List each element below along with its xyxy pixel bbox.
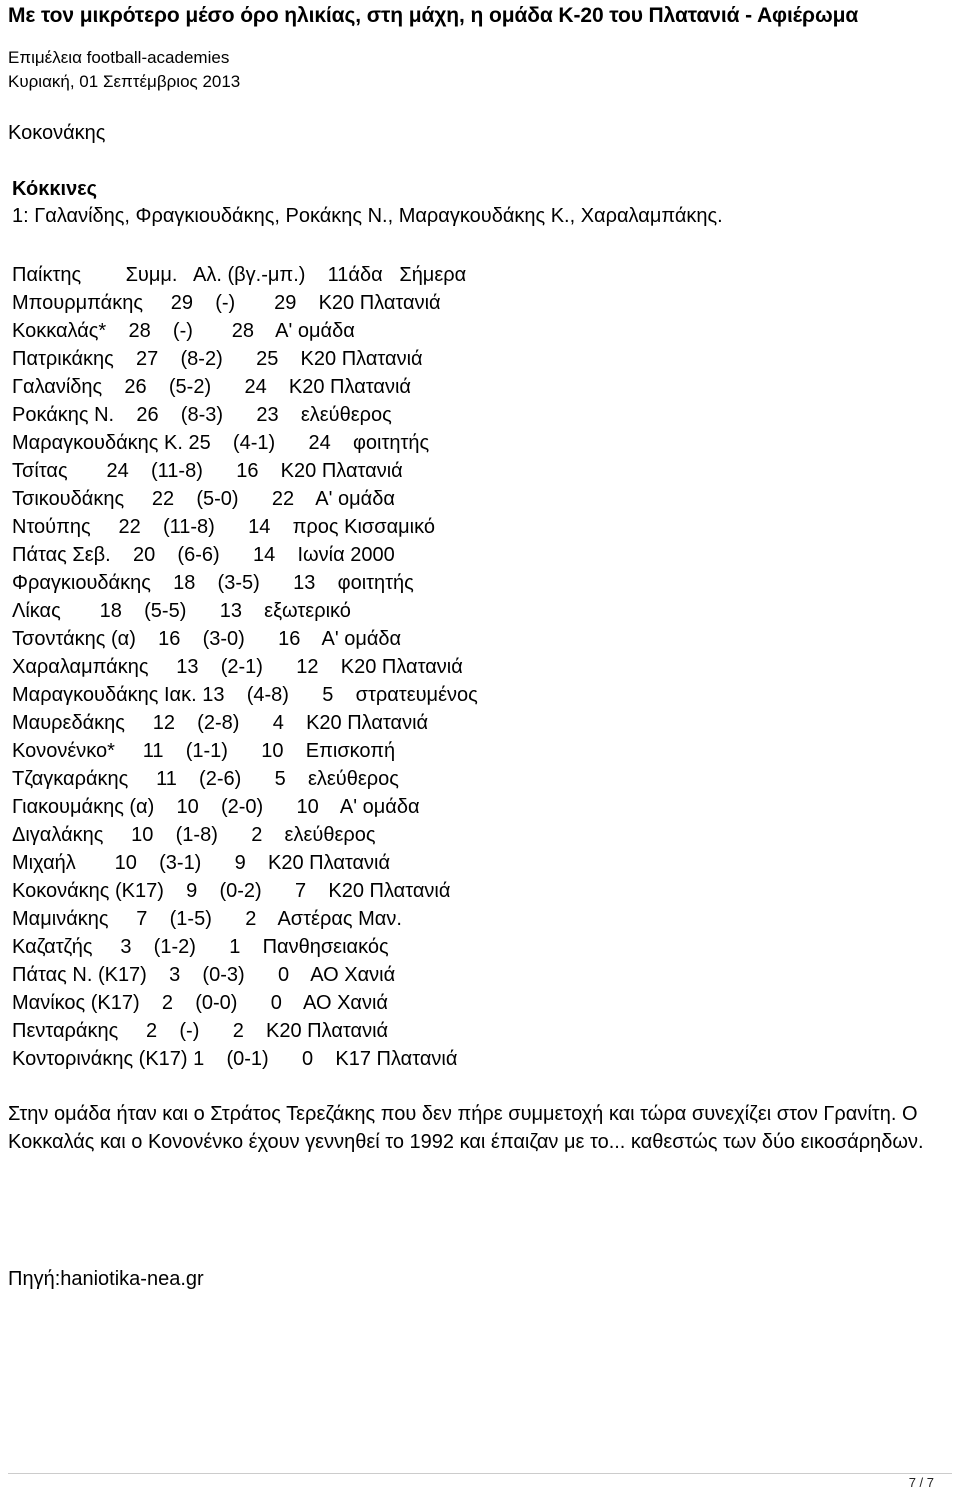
closing-note: Στην ομάδα ήταν και ο Στράτος Τερεζάκης που δεν πήρε συμμετοχή και τώρα συνεχίζει στον Γρανίτη. Ο Κοκκαλάς και ο Κονονένκο έχουν γεννηθεί το 1992 και έπαιζαν με το... καθεστώς των δύο εικοσάρηδων. xyxy=(8,1103,924,1153)
table-row: Λίκας 18 (5-5) 13 εξωτερικό xyxy=(12,600,351,622)
table-row: Πατρικάκης 27 (8-2) 25 Κ20 Πλατανιά xyxy=(12,348,423,370)
table-row: Μαυρεδάκης 12 (2-8) 4 Κ20 Πλατανιά xyxy=(12,712,429,734)
table-row: Τσικουδάκης 22 (5-0) 22 Α' ομάδα xyxy=(12,488,395,510)
table-row: Γαλανίδης 26 (5-2) 24 Κ20 Πλατανιά xyxy=(12,376,411,398)
source-link[interactable]: Πηγή:haniotika-nea.gr xyxy=(8,1268,204,1290)
author: Κοκονάκης xyxy=(8,122,106,144)
table-row: Χαραλαμπάκης 13 (2-1) 12 Κ20 Πλατανιά xyxy=(12,656,463,678)
table-row: Μαμινάκης 7 (1-5) 2 Αστέρας Μαν. xyxy=(12,908,402,930)
table-row: Ντούπης 22 (11-8) 14 προς Κισσαμικό xyxy=(12,516,435,538)
table-row: Γιακουμάκης (α) 10 (2-0) 10 Α' ομάδα xyxy=(12,796,420,818)
table-row: Τσίτας 24 (11-8) 16 Κ20 Πλατανιά xyxy=(12,460,403,482)
page-number: 7 / 7 xyxy=(908,1475,934,1490)
table-row: Κοκονάκης (Κ17) 9 (0-2) 7 Κ20 Πλατανιά xyxy=(12,880,451,902)
table-row: Μιχαήλ 10 (3-1) 9 Κ20 Πλατανιά xyxy=(12,852,391,874)
team-heading: Κόκκινες xyxy=(12,178,98,200)
page-title: Με τον μικρότερο μέσο όρο ηλικίας, στη μάχη, η ομάδα Κ-20 του Πλατανιά - Αφιέρωμα xyxy=(8,4,859,27)
player-stats-table xyxy=(12,261,478,1073)
table-row: Διγαλάκης 10 (1-8) 2 ελεύθερος xyxy=(12,824,376,846)
table-row: Κοκκαλάς* 28 (-) 28 Α' ομάδα xyxy=(12,320,355,342)
table-row: Φραγκιουδάκης 18 (3-5) 13 φοιτητής xyxy=(12,572,414,594)
scorers-line: 1: Γαλανίδης, Φραγκιουδάκης, Ροκάκης Ν., Μαραγκουδάκης Κ., Χαραλαμπάκης. xyxy=(12,205,723,227)
table-row: Μανίκος (Κ17) 2 (0-0) 0 ΑΟ Χανιά xyxy=(12,992,388,1014)
table-row: Ροκάκης Ν. 26 (8-3) 23 ελεύθερος xyxy=(12,404,392,426)
table-row: Τσοντάκης (α) 16 (3-0) 16 Α' ομάδα xyxy=(12,628,402,650)
table-row: Πενταράκης 2 (-) 2 Κ20 Πλατανιά xyxy=(12,1020,389,1042)
table-row: Πάτας Ν. (Κ17) 3 (0-3) 0 ΑΟ Χανιά xyxy=(12,964,396,986)
table-row: Καζατζής 3 (1-2) 1 Πανθησειακός xyxy=(12,936,389,958)
table-row: Πάτας Σεβ. 20 (6-6) 14 Ιωνία 2000 xyxy=(12,544,395,566)
table-row: Κοντορινάκης (Κ17) 1 (0-1) 0 Κ17 Πλατανιά xyxy=(12,1048,458,1070)
table-row: Μαραγκουδάκης Κ. 25 (4-1) 24 φοιτητής xyxy=(12,432,430,454)
table-row: Μαραγκουδάκης Ιακ. 13 (4-8) 5 στρατευμένος xyxy=(12,684,478,706)
table-row: Μπουρμπάκης 29 (-) 29 Κ20 Πλατανιά xyxy=(12,292,441,314)
table-header-row: Παίκτης Συμμ. Αλ. (βγ.-μπ.) 11άδα Σήμερα xyxy=(12,264,467,286)
table-row: Κονονένκο* 11 (1-1) 10 Επισκοπή xyxy=(12,740,396,762)
date-line: Κυριακή, 01 Σεπτέμβριος 2013 xyxy=(8,72,241,91)
footer-divider xyxy=(8,1473,952,1474)
table-row: Τζαγκαράκης 11 (2-6) 5 ελεύθερος xyxy=(12,768,399,790)
curator-line: Επιμέλεια football-academies xyxy=(8,48,230,67)
